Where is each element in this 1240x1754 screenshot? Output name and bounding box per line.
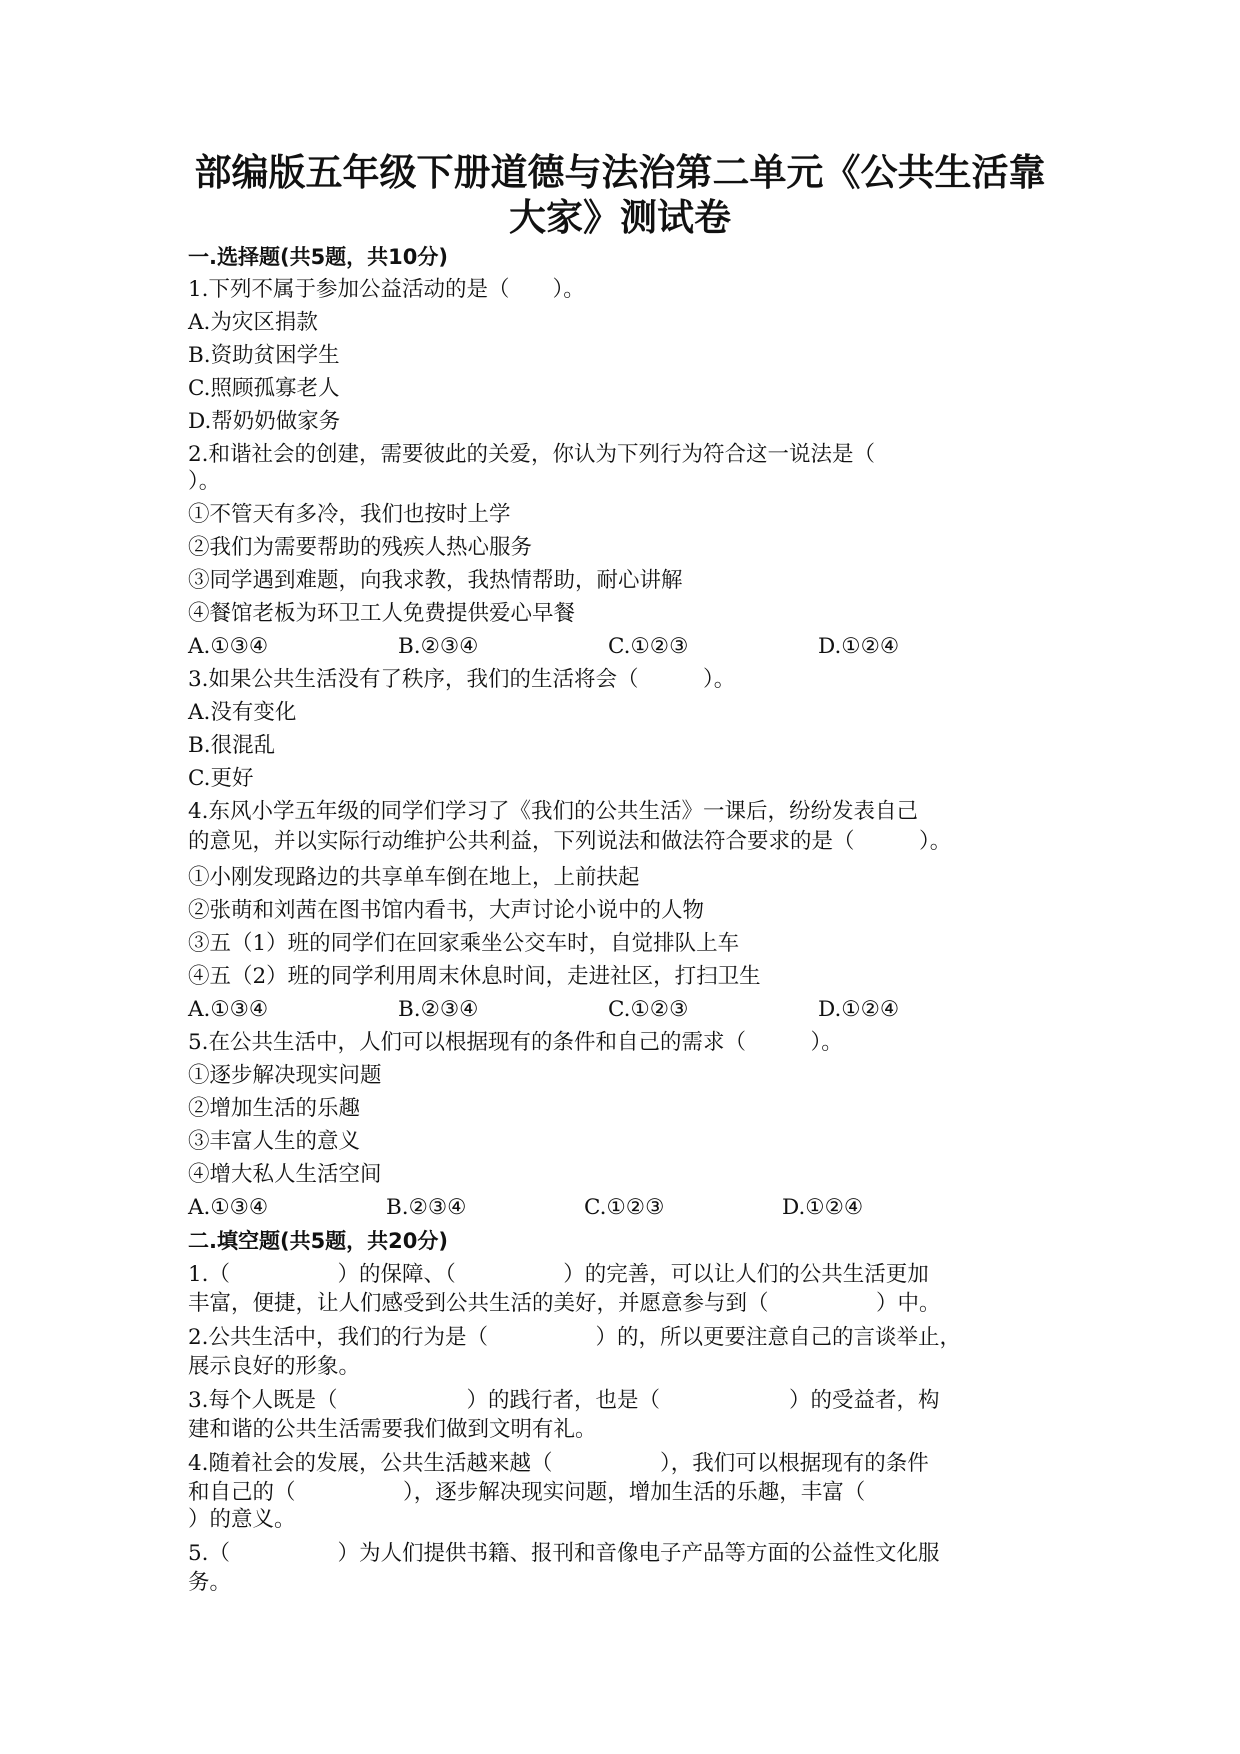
answer-option: A.①③④ xyxy=(188,634,269,659)
answer-option: D.①②④ xyxy=(782,1195,864,1220)
statement-item: ②增加生活的乐趣 xyxy=(188,1096,361,1121)
answer-option: B.②③④ xyxy=(386,1195,467,1220)
answer-option: C.①②③ xyxy=(584,1195,665,1220)
question-stem: 1.下列不属于参加公益活动的是（ ）。 xyxy=(188,277,585,302)
statement-item: ③丰富人生的意义 xyxy=(188,1129,361,1154)
statement-item: ④五（2）班的同学利用周末休息时间，走进社区，打扫卫生 xyxy=(188,964,761,989)
answer-option: B.②③④ xyxy=(398,634,479,659)
answer-option: B.②③④ xyxy=(398,997,479,1022)
statement-item: ①小刚发现路边的共享单车倒在地上，上前扶起 xyxy=(188,865,640,890)
question-stem: 展示良好的形象。 xyxy=(188,1354,361,1379)
question-stem: 的意见，并以实际行动维护公共利益，下列说法和做法符合要求的是（ ）。 xyxy=(188,829,952,854)
question-stem: 4.随着社会的发展，公共生活越来越（ ），我们可以根据现有的条件 xyxy=(188,1451,929,1476)
answer-option: D.①②④ xyxy=(818,997,900,1022)
question-stem: 2.公共生活中，我们的行为是（ ）的，所以更要注意自己的言谈举止， xyxy=(188,1325,962,1350)
answer-option: A.没有变化 xyxy=(188,700,297,725)
statement-item: ①不管天有多冷，我们也按时上学 xyxy=(188,502,511,527)
statement-item: ④增大私人生活空间 xyxy=(188,1162,382,1187)
question-stem: 务。 xyxy=(188,1570,232,1595)
title-line: 大家》测试卷 xyxy=(509,196,731,239)
answer-option: C.①②③ xyxy=(608,634,689,659)
title-line: 部编版五年级下册道德与法治第二单元《公共生活靠 xyxy=(194,151,1046,194)
question-stem: 4.东风小学五年级的同学们学习了《我们的公共生活》一课后，纷纷发表自己 xyxy=(188,799,919,824)
answer-option: C.更好 xyxy=(188,766,254,791)
question-stem: 5.在公共生活中，人们可以根据现有的条件和自己的需求（ ）。 xyxy=(188,1030,843,1055)
answer-option: B.很混乱 xyxy=(188,733,276,758)
answer-option: B.资助贫困学生 xyxy=(188,343,340,368)
answer-option: C.照顾孤寡老人 xyxy=(188,376,340,401)
answer-option: D.①②④ xyxy=(818,634,900,659)
statement-item: ②我们为需要帮助的残疾人热心服务 xyxy=(188,535,533,560)
question-stem: 2.和谐社会的创建，需要彼此的关爱，你认为下列行为符合这一说法是（ xyxy=(188,442,876,467)
answer-option: A.为灾区捐款 xyxy=(188,310,318,335)
page-title xyxy=(150,150,1090,240)
question-stem: 5.（ ）为人们提供书籍、报刊和音像电子产品等方面的公益性文化服 xyxy=(188,1541,940,1566)
answer-option: D.帮奶奶做家务 xyxy=(188,409,341,434)
answer-option: A.①③④ xyxy=(188,1195,269,1220)
question-stem: 1.（ ）的保障、（ ）的完善，可以让人们的公共生活更加 xyxy=(188,1262,929,1287)
question-stem: 丰富，便捷，让人们感受到公共生活的美好，并愿意参与到（ ）中。 xyxy=(188,1291,941,1316)
question-stem: 3.如果公共生活没有了秩序，我们的生活将会（ ）。 xyxy=(188,667,736,692)
question-stem: 建和谐的公共生活需要我们做到文明有礼。 xyxy=(188,1417,597,1442)
statement-item: ③同学遇到难题，向我求教，我热情帮助，耐心讲解 xyxy=(188,568,683,593)
question-stem: 和自己的（ ），逐步解决现实问题，增加生活的乐趣，丰富（ xyxy=(188,1480,866,1505)
answer-option: A.①③④ xyxy=(188,997,269,1022)
statement-item: ③五（1）班的同学们在回家乘坐公交车时，自觉排队上车 xyxy=(188,931,740,956)
question-stem: ）。 xyxy=(188,469,221,494)
question-stem: 3.每个人既是（ ）的践行者，也是（ ）的受益者，构 xyxy=(188,1388,940,1413)
section-heading: 一.选择题(共5题，共10分) xyxy=(188,245,449,269)
section-heading: 二.填空题(共5题，共20分) xyxy=(188,1229,449,1253)
question-stem: ）的意义。 xyxy=(188,1507,296,1532)
statement-item: ④餐馆老板为环卫工人免费提供爱心早餐 xyxy=(188,601,576,626)
answer-option: C.①②③ xyxy=(608,997,689,1022)
statement-item: ②张萌和刘茜在图书馆内看书，大声讨论小说中的人物 xyxy=(188,898,705,923)
statement-item: ①逐步解决现实问题 xyxy=(188,1063,382,1088)
